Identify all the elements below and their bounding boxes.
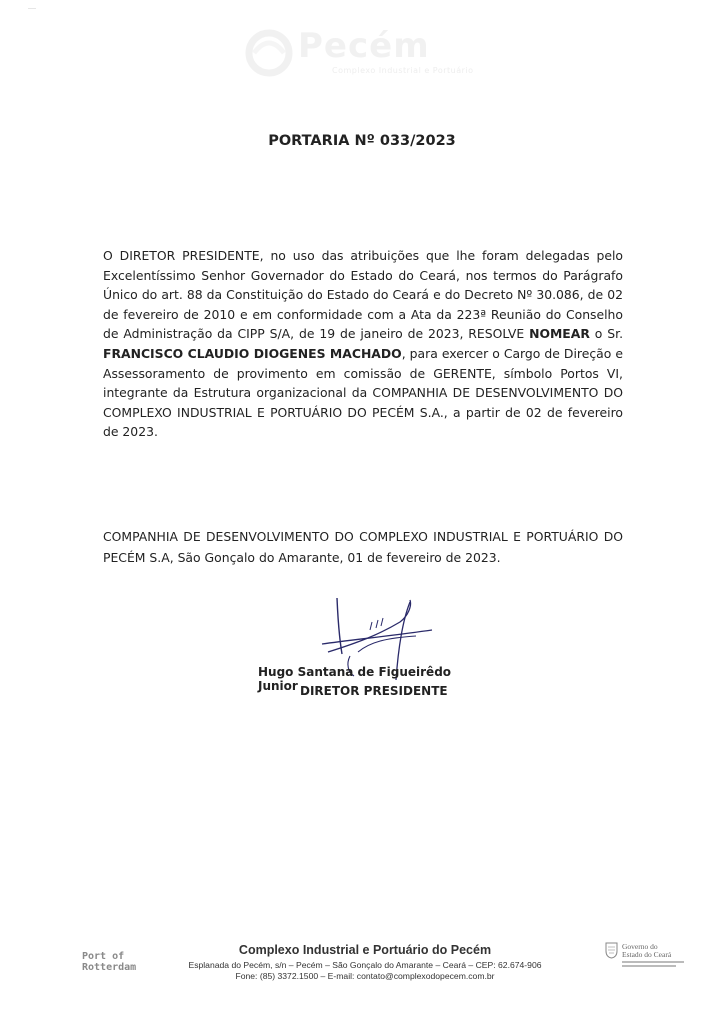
port-of-rotterdam-logo <box>82 951 162 973</box>
footer-contact-block <box>180 943 550 982</box>
place-date-paragraph: COMPANHIA DE DESENVOLVIMENTO DO COMPLEXO INDUSTRIAL E PORTUÁRIO DO PECÉM S.A, São Gonçalo do Amarante, 01 de fevereiro de 2023. <box>103 529 623 565</box>
footer-title: Complexo Industrial e Portuário do Pecém <box>238 943 492 957</box>
document-title: PORTARIA Nº 033/2023 <box>268 133 456 149</box>
body-text-part1: O DIRETOR PRESIDENTE, no uso das atribuições que lhe foram delegadas pelo Excelentíssimo Senhor Governador do Estado do Ceará, nos termos do Parágrafo Único do art. 88 da Constituição do Estado do Ceará e do Decreto Nº 30.086, de 02 de fevereiro de 2010 e em conformidade com a Ata da 223ª Reunião do Conselho de Administração da CIPP S/A, de 19 de janeiro de 2023, RESOLVE <box>103 248 623 342</box>
rotterdam-text: Rotterdam <box>82 962 137 973</box>
body-text-part3: , para exercer o Cargo de Direção e Assessoramento de provimento em comissão de GERENTE, símbolo Portos VI, integrante da Estrutura organizacional da COMPANHIA DE DESENVOLVIMENTO DO COMPLEXO INDUSTRIAL E PORTUÁRIO DO PECÉM S.A., a partir de 02 de fevereiro de 2023. <box>103 345 623 440</box>
resolve-keyword: NOMEAR <box>529 326 590 342</box>
body-paragraph <box>103 246 623 442</box>
nominee-name: FRANCISCO CLAUDIO DIOGENES MACHADO <box>103 345 402 361</box>
signer-role: DIRETOR PRESIDENTE <box>300 684 448 698</box>
pecem-logo-watermark <box>240 24 490 84</box>
gov-divider-2 <box>622 965 676 967</box>
signer-name: Hugo Santana de Figueirêdo Junior <box>258 665 452 693</box>
governo-ceara-logo <box>604 940 704 970</box>
state-seal-icon <box>604 941 619 959</box>
footer-address: Esplanada do Pecém, s/n – Pecém – São Gonçalo do Amarante – Ceará – CEP: 62.674-906 <box>188 960 542 970</box>
estado-text: Estado do Ceará <box>622 950 672 959</box>
governo-text: Governo do <box>622 942 658 951</box>
logo-text: Pecém <box>298 26 430 66</box>
port-of-text: Port of <box>82 951 125 962</box>
logo-tagline: Complexo Industrial e Portuário <box>332 66 474 75</box>
gov-divider-1 <box>622 961 684 963</box>
footer-contact: Fone: (85) 3372.1500 – E-mail: contato@complexodopecem.com.br <box>235 971 495 981</box>
scan-mark <box>28 8 36 9</box>
pecem-logo-icon <box>244 28 294 78</box>
body-text-part2: o Sr. <box>589 326 624 342</box>
